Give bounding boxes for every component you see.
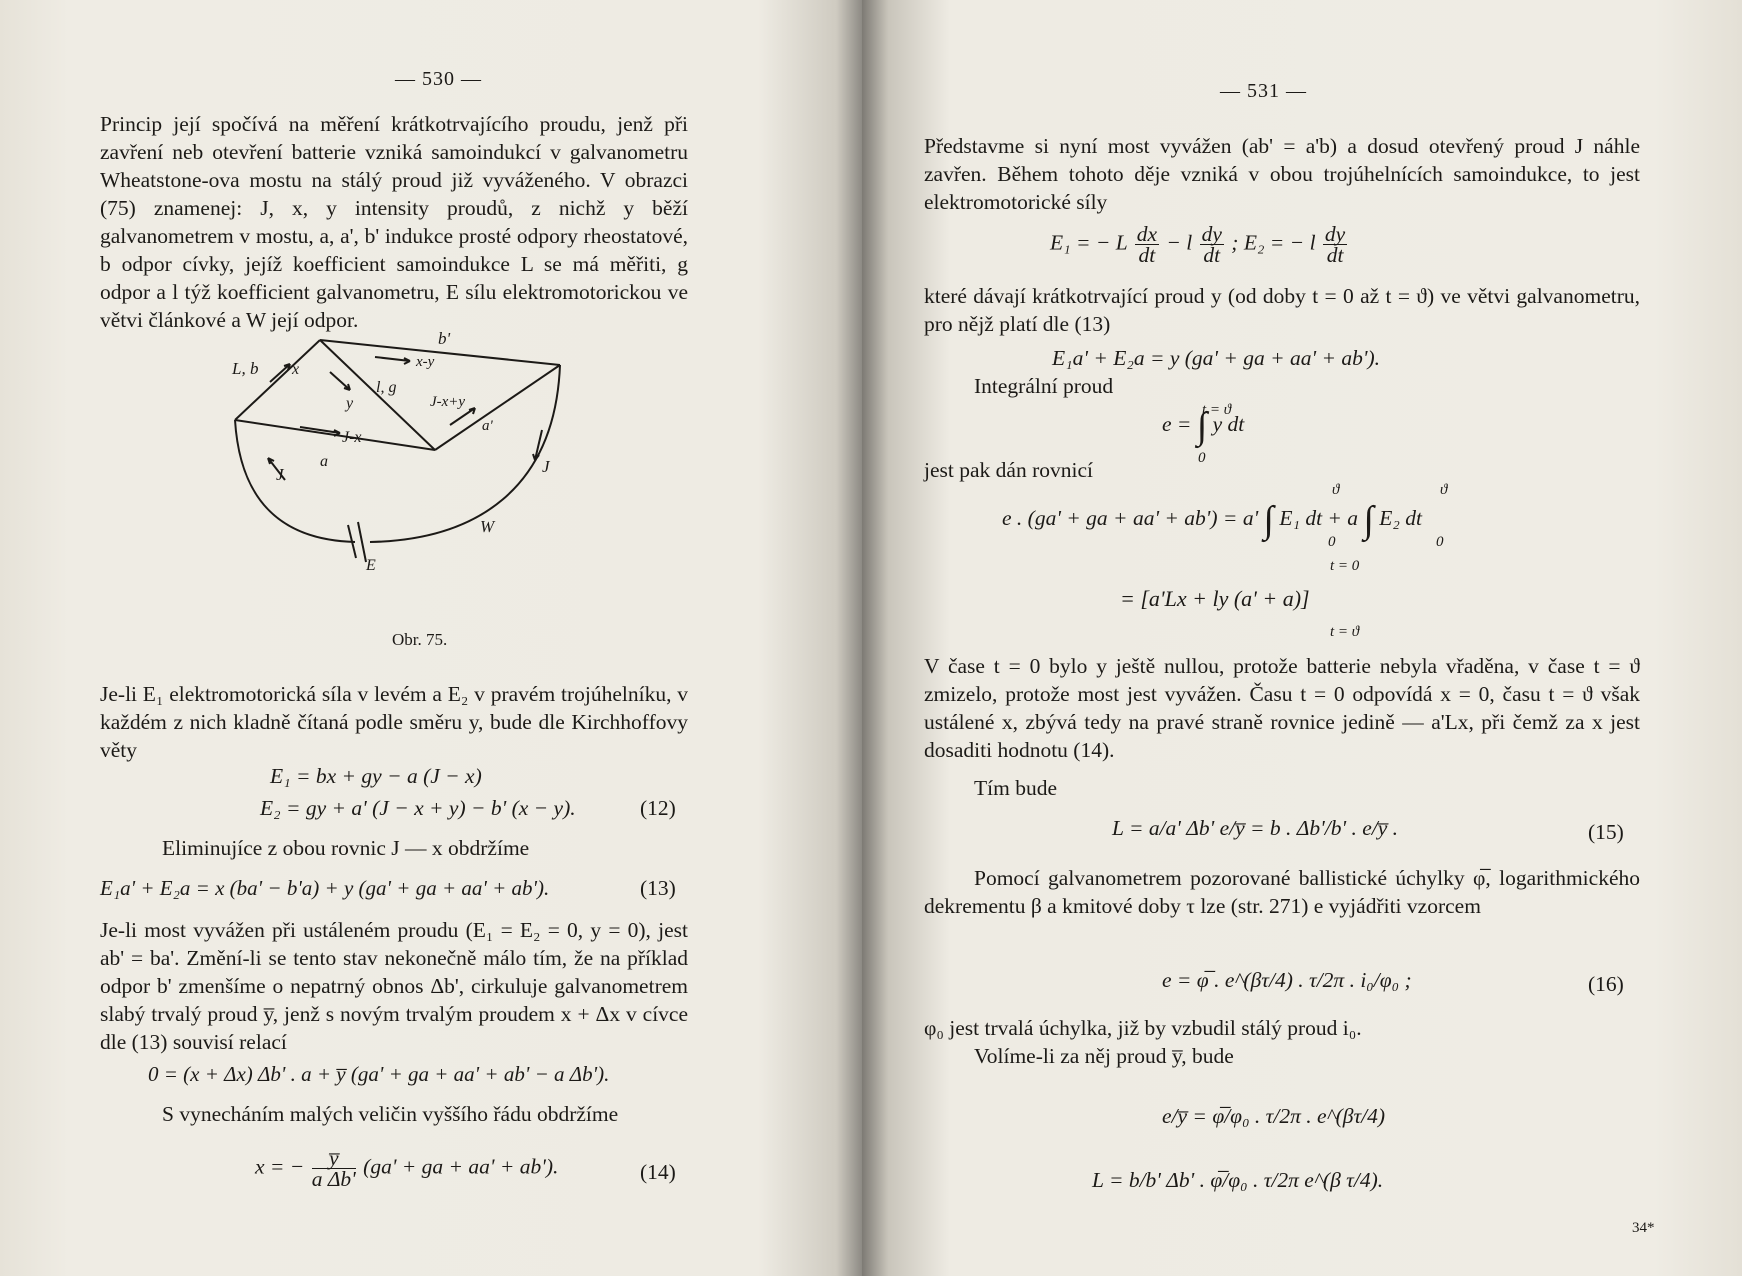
text-line: S vynecháním malých veličin vyššího řádu obdržíme (162, 1102, 619, 1126)
eq-e-lhs: e = (1162, 411, 1192, 436)
frac-dy-dt-2 (1323, 224, 1347, 265)
limit-theta: ϑ (1332, 482, 1340, 498)
equation-number: (14) (640, 1160, 676, 1184)
paragraph-text: Je-li E₁ elektromotorická síla v levém a E₂ v pravém trojúhelníku, v každém z nich kladně čítaná podle směru y, bude dle Kirchhoffovy věty (100, 682, 688, 762)
label-J-right: J (542, 457, 550, 476)
den: dt (1326, 243, 1344, 267)
paragraph (924, 652, 1640, 764)
text-line: Volíme-li za něj proud y̅, bude (974, 1044, 1234, 1068)
text-line: Integrální proud (974, 374, 1114, 398)
equation-12a: E₁ = bx + gy − a (J − x) (270, 764, 482, 788)
num: dy (1201, 222, 1222, 246)
eq-e-integrand: y dt (1212, 411, 1245, 436)
paragraph-text: Je-li most vyvážen při ustáleném proudu (E₁ = E₂ = 0, y = 0), jest ab' = ba'. Změní-li se tento stav nekonečně málo tím, že na příklad odpor b' zmenšíme o nepatrný obnos Δb', cirkuluje galvanometrem slabý trvalý proud y̅, jenž s novým trvalým proudem x + Δx v cívce dle (13) souvisí relací (100, 918, 688, 1054)
figure-75-circuit-diagram (230, 330, 610, 600)
num: dy (1324, 222, 1346, 246)
eq14-lhs: x = − (255, 1154, 305, 1179)
eq-big-lhs: e . (ga' + ga + aa' + ab') = a' (1002, 505, 1259, 530)
limit-theta: ϑ (1440, 482, 1448, 498)
eq14-den: a Δb' (311, 1167, 356, 1191)
frac-dy-dt (1200, 224, 1224, 265)
label-J-minus-x-plus-y: J-x+y (430, 394, 466, 410)
equation-number: (13) (640, 876, 676, 900)
eq-E1-lhs: E₁ = − L (1050, 230, 1128, 255)
equation-16: e = φ̅ . e^(βτ/4) . τ/2π . i₀/φ₀ ; (1162, 968, 1412, 992)
eq-E2-lhs: ; E₂ = − l (1231, 230, 1316, 255)
arrow-J-right (533, 430, 542, 460)
integral-upper-limit: t = ϑ (1202, 402, 1232, 418)
equation-relation: 0 = (x + Δx) Δb' . a + y̅ (ga' + ga + aa' + ab' − a Δb'). (148, 1062, 610, 1086)
equation-emf (1050, 224, 1349, 265)
text-line: φ₀ jest trvalá úchylka, již by vzbudil stálý proud i₀. (924, 1016, 1362, 1040)
label-a-prime: a' (482, 418, 493, 434)
equation-17: e/y̅ = φ̅/φ₀ . τ/2π . e^(βτ/4) (1162, 1104, 1386, 1128)
left-page (0, 0, 862, 1276)
label-x: x (292, 361, 300, 378)
paragraph-text: které dávají krátkotrvající proud y (od doby t = 0 až t = ϑ) ve větvi galvanometru, pro nějž platí dle (13) (924, 284, 1640, 336)
label-L-b: L, b (232, 359, 259, 378)
right-page (862, 0, 1742, 1276)
signature-mark: 34* (1632, 1220, 1655, 1236)
eq-big-int1: E₁ dt + a (1279, 505, 1359, 530)
equation-bracket: = [a'Lx + ly (a' + a)] (1120, 586, 1310, 611)
paragraph (100, 110, 688, 334)
equation-18: L = b/b' Δb' . φ̅/φ₀ . τ/2π e^(β τ/4). (1092, 1168, 1384, 1192)
limit-zero: 0 (1436, 534, 1444, 550)
label-x-minus-y: x-y (416, 354, 435, 370)
integral-sign: ∫ (1196, 405, 1208, 447)
label-y: y (346, 395, 354, 412)
battery-plate-2 (358, 522, 366, 562)
equation-integral-big (1002, 498, 1422, 542)
page-number: — 530 — (395, 68, 482, 90)
paragraph-text: Pomocí galvanometrem pozorované ballistické úchylky φ̅, logarithmického dekrementu β a kmitové doby τ lze (str. 271) e vyjádřiti vzorcem (924, 866, 1640, 918)
paragraph (100, 680, 688, 764)
label-E: E (366, 557, 376, 574)
page-number: — 531 — (1220, 80, 1307, 102)
label-W: W (480, 517, 495, 536)
label-J-left: J (276, 465, 284, 484)
arrow-J-minus-x-plus-y (450, 408, 475, 425)
circuit-battery-arc (235, 420, 355, 542)
paragraph (100, 916, 688, 1056)
equation-sum: E₁a' + E₂a = y (ga' + ga + aa' + ab'). (1052, 346, 1381, 370)
text-line: Eliminujíce z obou rovnic J — x obdržíme (162, 836, 530, 860)
bracket-upper: t = 0 (1330, 558, 1360, 574)
figure-caption: Obr. 75. (392, 630, 448, 649)
paragraph-text: Představme si nyní most vyvážen (ab' = a'b) a dosud otevřený proud J náhle zavřen. Během tohoto děje vzniká v obou trojúhelnících samoindukce, to jest elektromotorické síly (924, 134, 1640, 214)
equation-number: (15) (1588, 820, 1624, 844)
paragraph (924, 132, 1640, 216)
integral-sign: ∫ (1363, 499, 1374, 541)
limit-zero: 0 (1328, 534, 1336, 550)
equation-14 (255, 1148, 558, 1189)
paragraph-text: Princip její spočívá na měření krátkotrvajícího proudu, jenž při zavření neb otevření batterie vzniká samoindukcí v galvanometru Wheatstone-ova mostu na stálý proud již vyváženého. V obrazci (75) znamenej: J, x, y intensity proudů, z nichž y běží galvanometrem v mostu, a, a', b' indukce prosté odpory rheostatové, b odpor cívky, jejíž koefficient samoindukce L se má měřiti, g odpor a l týž koefficient galvanometru, E sílu elektromotorickou ve větvi článkové a W její odpor. (100, 112, 688, 332)
arrow-x-minus-y (375, 357, 410, 364)
arrow-x (270, 364, 290, 382)
equation-number: (12) (640, 796, 676, 820)
paragraph (924, 282, 1640, 338)
minus-l: − l (1166, 230, 1193, 255)
paragraph-text: V čase t = 0 bylo y ještě nullou, protože batterie nebyla vřaděna, v čase t = ϑ zmizelo, protože most jest vyvážen. Času t = 0 odpovídá x = 0, času t = ϑ však ustálené x, zbývá tedy na pravé straně rovnice jedině — a'Lx, při čemž za x jest dosaditi hodnotu (14). (924, 654, 1640, 762)
integral-lower-limit: 0 (1198, 450, 1206, 466)
equation-13: E₁a' + E₂a = x (ba' − b'a) + y (ga' + ga + aa' + ab'). (100, 876, 550, 900)
label-a: a (320, 453, 328, 470)
eq14-num: y̅ (312, 1148, 356, 1169)
equation-number: (16) (1588, 972, 1624, 996)
eq-big-int2: E₂ dt (1379, 505, 1422, 530)
den: dt (1138, 243, 1156, 267)
frac-dx-dt (1135, 224, 1159, 265)
paragraph (924, 864, 1640, 920)
label-J-minus-x: J-x (342, 429, 362, 446)
text-line: Tím bude (974, 776, 1057, 800)
text-line: jest pak dán rovnicí (924, 458, 1093, 482)
eq14-rhs: (ga' + ga + aa' + ab'). (363, 1154, 559, 1179)
den: dt (1203, 243, 1221, 267)
integral-sign: ∫ (1263, 499, 1274, 541)
equation-15: L = a/a' Δb' e/y̅ = b . Δb'/b' . e/y̅ . (1112, 816, 1399, 840)
eq14-fraction (312, 1148, 356, 1189)
equation-12b: E₂ = gy + a' (J − x + y) − b' (x − y). (260, 796, 576, 820)
circuit-battery-arc-right (370, 365, 560, 542)
label-l-g: l, g (376, 379, 397, 396)
num: dx (1136, 222, 1157, 246)
circuit-top-left-edge (235, 340, 320, 420)
bracket-lower: t = ϑ (1330, 624, 1360, 640)
arrow-y (330, 372, 350, 390)
label-b-prime: b' (438, 330, 451, 348)
